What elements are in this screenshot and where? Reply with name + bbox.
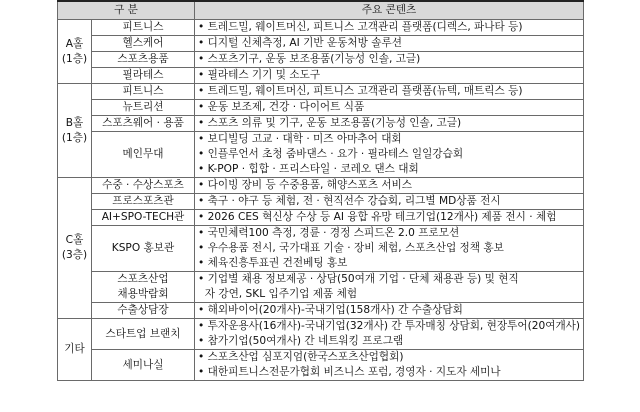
content-line: • K-POP · 힙합 · 프리스타일 · 코레오 댄스 대회: [198, 163, 419, 175]
hall-label-line: (1층): [61, 131, 88, 144]
content-line: • 스포츠산업 심포지엄(한국스포츠산업협회): [198, 351, 404, 363]
category-cell: [92, 303, 195, 319]
hall-label-line: (3층): [61, 249, 88, 261]
category-cell: [92, 272, 195, 303]
category-cell: [92, 194, 195, 210]
category-label: 피트니스: [122, 85, 164, 97]
table-row: [58, 303, 584, 319]
content-line: • 국민체력100 측정, 경륜 · 경정 스피드온 2.0 프로모션: [198, 227, 460, 239]
table-row: [58, 116, 584, 132]
table-row: [58, 178, 584, 194]
category-cell: [92, 116, 195, 132]
content-line: • 체육진흥투표권 건전베팅 홍보: [198, 257, 348, 269]
content-line: • 스포츠기구, 운동 보조용품(기능성 인솔, 고글): [198, 53, 421, 65]
content-cell: [195, 350, 584, 381]
category-cell: [92, 226, 195, 272]
category-label: AI+SPO-TECH관: [101, 211, 185, 223]
category-label: 세미나실: [122, 358, 164, 371]
category-label: 뉴트리션: [122, 101, 164, 113]
hall-label: [58, 319, 92, 381]
content-line: • 축구 · 야구 등 체험, 전 · 현직선수 강습회, 리그별 MD상품 전시: [198, 195, 501, 207]
content-cell: [195, 36, 584, 52]
content-cell: [195, 226, 584, 272]
content-cell: [195, 303, 584, 319]
category-cell: [92, 52, 195, 68]
content-line: • 디지털 신체측정, AI 기반 운동처방 솔루션: [198, 37, 402, 49]
content-line: • 인플루언서 초청 줌바댄스 · 요가 · 필라테스 일일강습회: [198, 148, 464, 160]
content-line: • 기업별 채용 정보제공 · 상담(50여개 기업 · 단체 채용관 등) 및 현직: [198, 273, 519, 285]
category-label: 필라테스: [122, 69, 164, 81]
category-label: 스포츠산업: [117, 273, 169, 285]
category-label: 헬스케어: [122, 37, 164, 49]
table-row: [58, 132, 584, 178]
hall-label-line: 기타: [64, 343, 85, 355]
content-cell: [195, 68, 584, 84]
table-row: [58, 84, 584, 100]
hall-label-line: C홀: [65, 234, 84, 246]
category-cell: [92, 350, 195, 381]
category-cell: [92, 20, 195, 36]
content-cell: [195, 84, 584, 100]
content-cell: [195, 194, 584, 210]
category-label: 스타트업 브랜치: [105, 327, 181, 340]
hall-label-line: B홀: [65, 116, 84, 129]
category-cell: [92, 84, 195, 100]
content-cell: [195, 210, 584, 226]
table-row: [58, 350, 584, 381]
category-cell: [92, 319, 195, 350]
category-cell: [92, 178, 195, 194]
content-cell: [195, 100, 584, 116]
content-line: • 트레드밀, 웨이트머신, 피트니스 고객관리 플랫폼(디렉스, 파나타 등): [198, 21, 523, 33]
content-line: • 2026 CES 혁신상 수상 등 AI 융합 유망 테크기업(12개사) 제품 전시 · 체험: [198, 211, 557, 223]
category-label: 채용박람회: [117, 288, 169, 300]
content-line: • 트레드밀, 웨이트머신, 피트니스 고객관리 플랫폼(뉴텍, 매트릭스 등): [198, 85, 523, 97]
hall-label: [58, 84, 92, 178]
table-row: [58, 272, 584, 303]
content-line: • 해외바이어(20개사)-국내기업(158개사) 간 수출상담회: [198, 304, 463, 316]
content-line: • 운동 보조제, 건강 · 다이어트 식품: [198, 101, 365, 113]
hall-label-line: A홀: [65, 37, 84, 50]
header-contents: 주요 콘텐츠: [195, 1, 584, 20]
category-cell: [92, 132, 195, 178]
content-cell: [195, 272, 584, 303]
category-label: 스포츠용품: [117, 53, 169, 65]
category-label: 피트니스: [122, 21, 164, 33]
content-line: • 다이빙 장비 등 수중용품, 해양스포츠 서비스: [198, 179, 413, 191]
category-label: 수출상담장: [117, 304, 169, 316]
category-label: 프로스포츠관: [112, 195, 174, 207]
table-row: [58, 194, 584, 210]
content-cell: [195, 319, 584, 350]
content-line: • 보디빌딩 고교 · 대학 · 미즈 아마추어 대회: [198, 133, 402, 145]
category-label: 스포츠웨어 · 용품: [102, 117, 184, 129]
hall-label: [58, 20, 92, 84]
content-line: • 투자운용사(16개사)-국내기업(32개사) 간 투자매칭 상담회, 현장투어(20여개사): [198, 320, 581, 332]
content-line: • 우수용품 전시, 국가대표 기술 · 장비 체험, 스포츠산업 정책 홍보: [198, 242, 504, 254]
table-row: [58, 226, 584, 272]
exhibition-table: [57, 0, 584, 381]
content-line: • 대한피트니스전문가협회 비즈니스 포럼, 경영자 · 지도자 세미나: [198, 366, 501, 378]
content-cell: [195, 20, 584, 36]
category-cell: [92, 210, 195, 226]
content-line: • 스포츠 의류 및 기구, 운동 보조용품(기능성 인솔, 고글): [198, 117, 462, 129]
category-cell: [92, 36, 195, 52]
content-cell: [195, 178, 584, 194]
hall-label-line: (1층): [61, 52, 88, 65]
category-label: 메인무대: [122, 148, 164, 160]
content-line: • 필라테스 기기 및 소도구: [198, 69, 321, 81]
category-cell: [92, 68, 195, 84]
table-row: [58, 68, 584, 84]
table-row: [58, 210, 584, 226]
hall-label: [58, 178, 92, 319]
category-label: 수중 · 수상스포츠: [102, 179, 184, 191]
content-line: 자 강연, SKL 입주기업 제품 체험: [198, 288, 358, 300]
table-row: [58, 36, 584, 52]
header-category: 구 분: [58, 1, 195, 20]
table-body: [58, 20, 584, 381]
table-row: [58, 52, 584, 68]
content-line: • 참가기업(50여개사) 간 네트워킹 프로그램: [198, 335, 404, 347]
content-cell: [195, 132, 584, 178]
table-row: [58, 20, 584, 36]
content-cell: [195, 52, 584, 68]
table-row: [58, 100, 584, 116]
table-row: [58, 319, 584, 350]
category-cell: [92, 100, 195, 116]
content-cell: [195, 116, 584, 132]
category-label: KSPO 홍보관: [111, 242, 175, 254]
